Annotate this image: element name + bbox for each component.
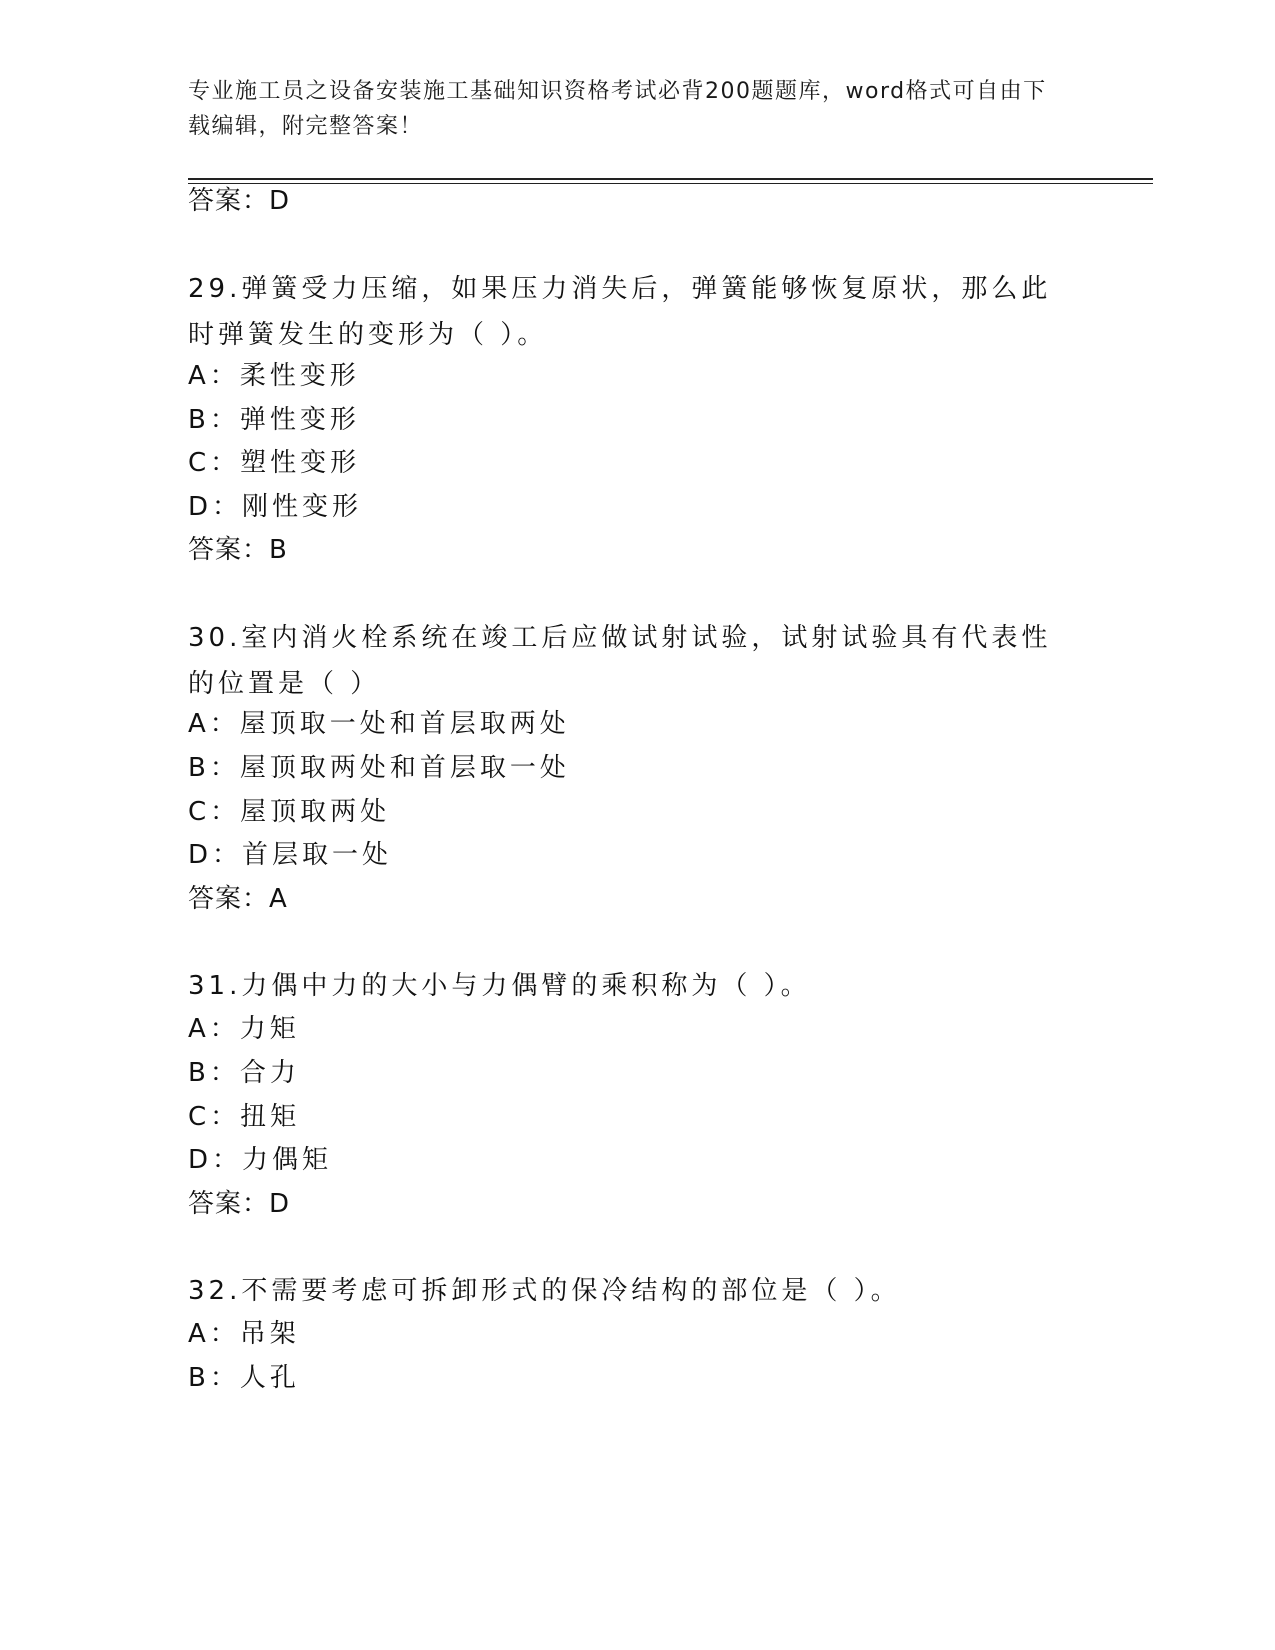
previous-answer: 答案：D	[188, 186, 291, 216]
answer-31: 答案：D	[188, 1189, 291, 1219]
option-31-c: C：扭矩	[188, 1102, 301, 1132]
option-31-b: B：合力	[188, 1058, 300, 1088]
answer-30: 答案：A	[188, 884, 288, 914]
option-29-d: D：刚性变形	[188, 492, 363, 522]
question-stem-32: 32.不需要考虑可拆卸形式的保冷结构的部位是（ ）。	[188, 1276, 901, 1306]
option-31-d: D：力偶矩	[188, 1145, 333, 1175]
option-29-a: A：柔性变形	[188, 361, 360, 391]
option-30-c: C：屋顶取两处	[188, 797, 391, 827]
option-30-b: B：屋顶取两处和首层取一处	[188, 753, 570, 783]
option-32-a: A：吊架	[188, 1319, 300, 1349]
option-31-a: A：力矩	[188, 1014, 300, 1044]
header-rule-thin	[188, 183, 1153, 184]
option-29-c: C：塑性变形	[188, 448, 361, 478]
question-stem-30: 30.室内消火栓系统在竣工后应做试射试验，试射试验具有代表性的位置是（ ）	[188, 623, 1052, 699]
option-30-d: D：首层取一处	[188, 840, 393, 870]
answer-29: 答案：B	[188, 535, 288, 565]
question-stem-29: 29.弹簧受力压缩，如果压力消失后，弹簧能够恢复原状，那么此时弹簧发生的变形为（ ）。	[188, 274, 1052, 350]
header-rule-thick	[188, 178, 1153, 180]
question-stem-31: 31.力偶中力的大小与力偶臂的乘积称为（ ）。	[188, 971, 811, 1001]
document-header: 专业施工员之设备安装施工基础知识资格考试必背200题题库，word格式可自由下载编辑，附完整答案！	[188, 79, 1047, 139]
option-30-a: A：屋顶取一处和首层取两处	[188, 709, 570, 739]
option-29-b: B：弹性变形	[188, 405, 360, 435]
option-32-b: B：人孔	[188, 1363, 300, 1393]
